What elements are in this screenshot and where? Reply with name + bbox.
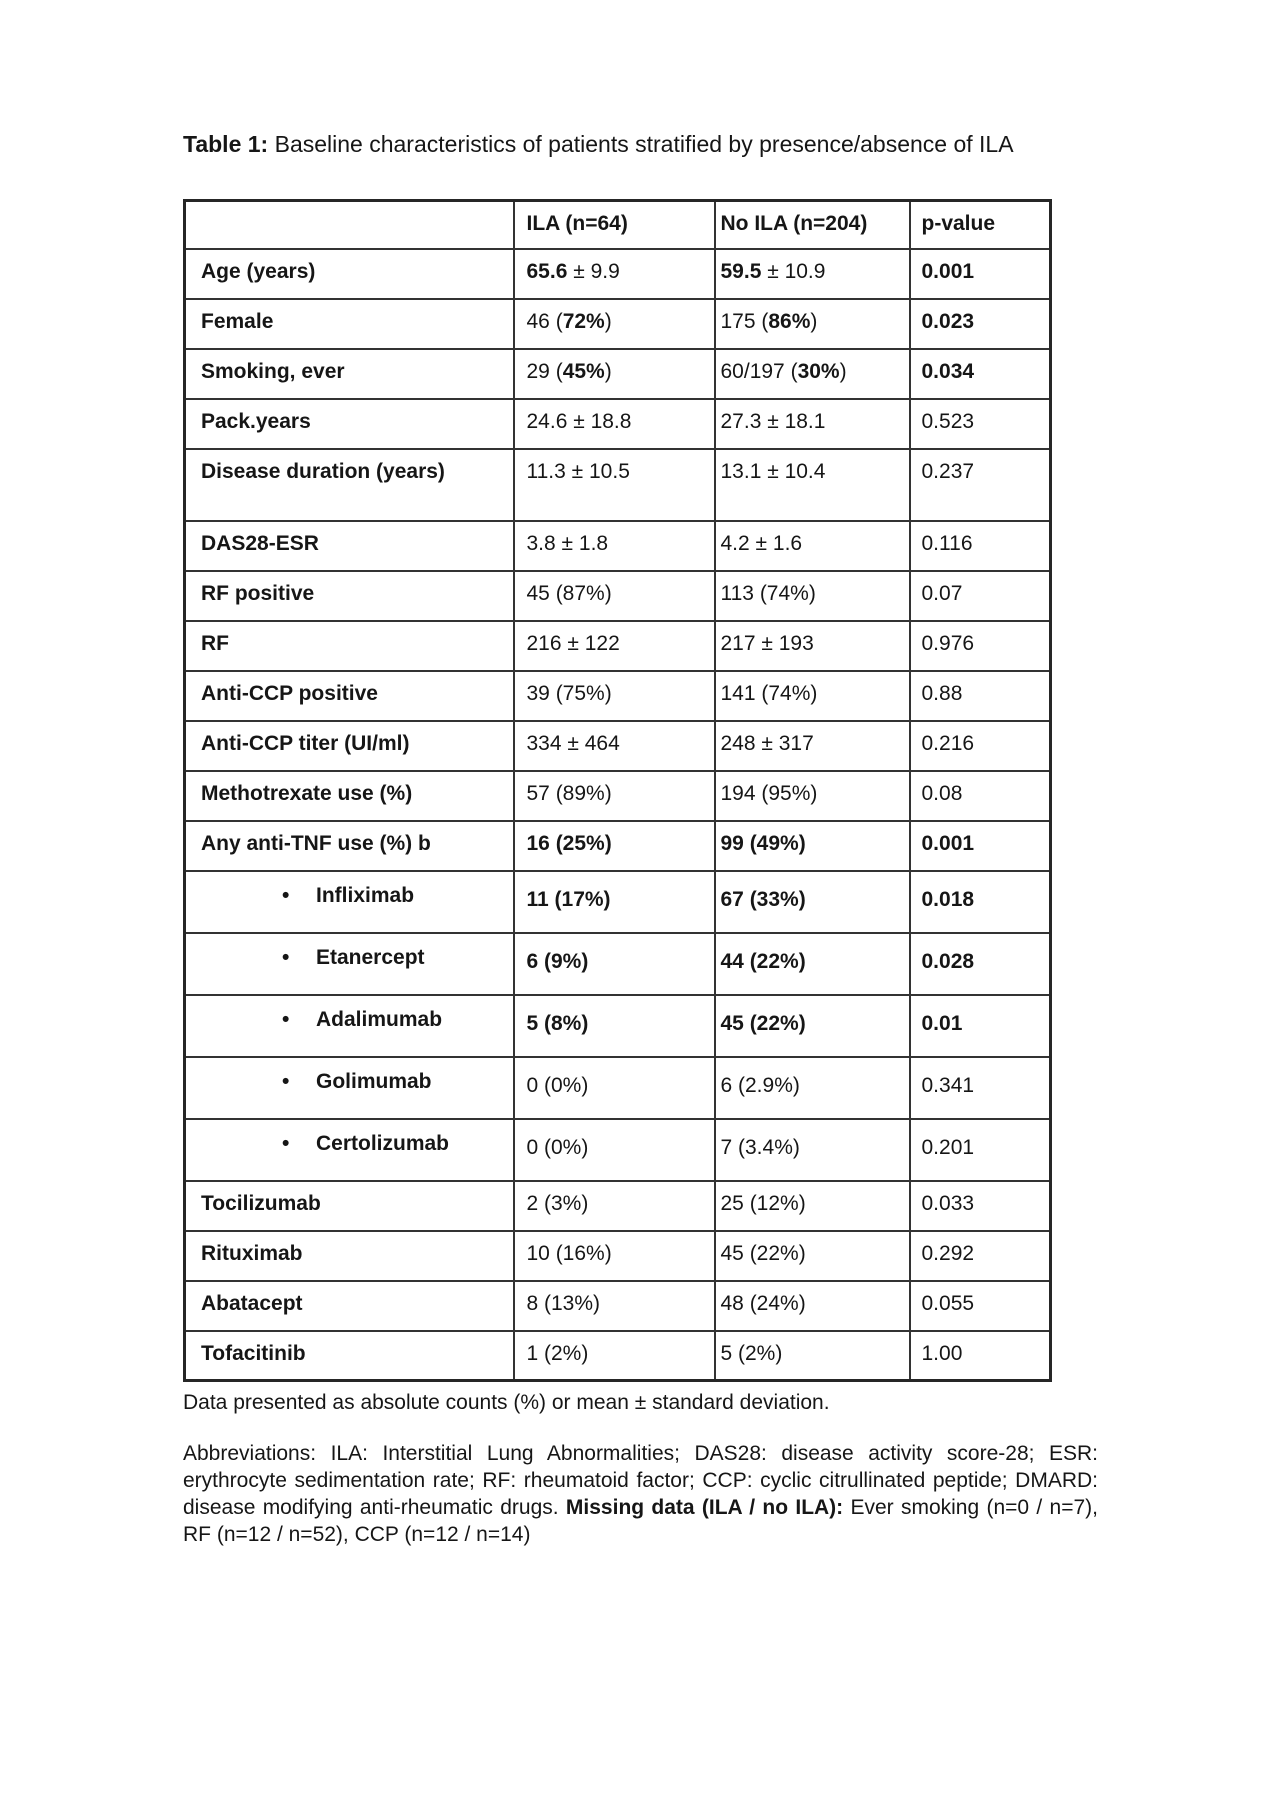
ila-value-cell: 1 (2%) [514,1331,715,1381]
p-value-cell: 0.88 [910,671,1051,721]
table-row [185,871,1051,933]
p-value-cell: 0.055 [910,1281,1051,1331]
no-ila-value-cell: 59.5 ± 10.9 [715,249,910,299]
table-caption [183,131,1098,158]
row-label-cell [185,299,514,349]
row-label: Etanercept [316,945,425,969]
table-row [185,933,1051,995]
table-row [185,571,1051,621]
table-caption-text: Baseline characteristics of patients stratified by presence/absence of ILA [268,131,1014,157]
table-row [185,1181,1051,1231]
table-row [185,449,1051,521]
no-ila-value-cell: 248 ± 317 [715,721,910,771]
p-value-cell: 0.023 [910,299,1051,349]
row-label: Methotrexate use (%) [201,781,413,805]
ila-value-cell: 216 ± 122 [514,621,715,671]
ila-value-cell: 39 (75%) [514,671,715,721]
ila-value-cell: 0 (0%) [514,1057,715,1119]
ila-value-cell: 11.3 ± 10.5 [514,449,715,521]
row-label: Pack.years [201,409,311,433]
ila-value-cell: 29 (45%) [514,349,715,399]
table-body [185,249,1051,1381]
no-ila-value-cell: 141 (74%) [715,671,910,721]
row-label: Abatacept [201,1291,303,1315]
header-cell-no-ila: No ILA (n=204) [715,201,910,249]
table-row [185,349,1051,399]
ila-value-cell: 46 (72%) [514,299,715,349]
header-row [185,201,1051,249]
row-label-cell [185,1181,514,1231]
table-row [185,771,1051,821]
row-label-cell [185,521,514,571]
no-ila-value-cell: 25 (12%) [715,1181,910,1231]
no-ila-value-cell: 67 (33%) [715,871,910,933]
footnote-data-note: Data presented as absolute counts (%) or mean ± standard deviation. [183,1391,830,1414]
row-label: DAS28-ESR [201,531,319,555]
row-label: Certolizumab [316,1131,450,1155]
table-row [185,249,1051,299]
header-cell-p-value: p-value [910,201,1051,249]
ila-value-cell: 2 (3%) [514,1181,715,1231]
p-value-cell: 0.001 [910,249,1051,299]
row-label-cell [185,621,514,671]
row-label-cell [185,1331,514,1381]
p-value-cell: 0.237 [910,449,1051,521]
p-value-cell: 0.116 [910,521,1051,571]
header-cell-empty [185,201,514,249]
no-ila-value-cell: 113 (74%) [715,571,910,621]
row-label: Anti-CCP positive [201,681,378,705]
row-label-cell [185,721,514,771]
p-value-cell: 0.292 [910,1231,1051,1281]
row-label-cell [185,995,514,1057]
no-ila-value-cell: 217 ± 193 [715,621,910,671]
table-row [185,521,1051,571]
no-ila-value-cell: 44 (22%) [715,933,910,995]
table-caption-number: Table 1: [183,131,269,157]
no-ila-value-cell: 45 (22%) [715,995,910,1057]
p-value-cell: 0.08 [910,771,1051,821]
p-value-cell: 0.07 [910,571,1051,621]
no-ila-value-cell: 27.3 ± 18.1 [715,399,910,449]
p-value-cell: 0.028 [910,933,1051,995]
ila-value-cell: 5 (8%) [514,995,715,1057]
header-cell-ila: ILA (n=64) [514,201,715,249]
p-value-cell: 0.341 [910,1057,1051,1119]
no-ila-value-cell: 4.2 ± 1.6 [715,521,910,571]
row-label: Age (years) [201,259,316,283]
table-row [185,1057,1051,1119]
row-label-cell [185,871,514,933]
ila-value-cell: 24.6 ± 18.8 [514,399,715,449]
no-ila-value-cell: 175 (86%) [715,299,910,349]
table-row [185,1231,1051,1281]
row-label: Anti-CCP titer (UI/ml) [201,731,410,755]
row-label: Disease duration (years) [201,459,445,483]
p-value-cell: 0.034 [910,349,1051,399]
row-label-cell [185,1119,514,1181]
p-value-cell: 0.523 [910,399,1051,449]
no-ila-value-cell: 48 (24%) [715,1281,910,1331]
row-label-cell [185,821,514,871]
row-label: Smoking, ever [201,359,345,383]
ila-value-cell: 45 (87%) [514,571,715,621]
p-value-cell: 0.001 [910,821,1051,871]
ila-value-cell: 334 ± 464 [514,721,715,771]
bullet-icon: • [282,1131,290,1155]
bullet-icon: • [282,1007,290,1031]
ila-value-cell: 16 (25%) [514,821,715,871]
ila-value-cell: 3.8 ± 1.8 [514,521,715,571]
bullet-icon: • [282,945,290,969]
p-value-cell: 0.033 [910,1181,1051,1231]
row-label: Female [201,309,274,333]
ila-value-cell: 10 (16%) [514,1231,715,1281]
bullet-icon: • [282,883,290,907]
row-label: RF [201,631,229,655]
row-label: Tocilizumab [201,1191,321,1215]
p-value-cell: 0.216 [910,721,1051,771]
row-label: RF positive [201,581,315,605]
row-label-cell [185,349,514,399]
table-row [185,1119,1051,1181]
no-ila-value-cell: 7 (3.4%) [715,1119,910,1181]
table-row [185,671,1051,721]
ila-value-cell: 8 (13%) [514,1281,715,1331]
row-label: Rituximab [201,1241,303,1265]
row-label-cell [185,933,514,995]
row-label-cell [185,1231,514,1281]
table-row [185,399,1051,449]
table-row [185,621,1051,671]
row-label-cell [185,399,514,449]
p-value-cell: 0.976 [910,621,1051,671]
baseline-characteristics-table [183,199,1052,1382]
table-row [185,721,1051,771]
table-row [185,821,1051,871]
row-label: Infliximab [316,883,415,907]
footnote-abbreviations: Abbreviations: ILA: Interstitial Lung Abnormalities; DAS28: disease activity score-28; ESR: erythrocyte sedimentation rate; RF: rheumatoid factor; CCP: cyclic citrullinated peptide; DMARD: disease modifying anti-rheumatic drugs. Missing data (ILA / no ILA): Ever smoking (n=0 / n=7), RF (n=12 / n=52), CCP (n=12 / n=14) [183,1442,1098,1546]
row-label: Golimumab [316,1069,432,1093]
row-label: Tofacitinib [201,1341,306,1365]
document-page [183,131,1098,1548]
table-row [185,299,1051,349]
row-label-cell [185,449,514,521]
bullet-icon: • [282,1069,290,1093]
ila-value-cell: 11 (17%) [514,871,715,933]
ila-value-cell: 6 (9%) [514,933,715,995]
row-label: Any anti-TNF use (%) b [201,831,431,855]
table-row [185,1281,1051,1331]
no-ila-value-cell: 99 (49%) [715,821,910,871]
p-value-cell: 0.201 [910,1119,1051,1181]
no-ila-value-cell: 6 (2.9%) [715,1057,910,1119]
row-label: Adalimumab [316,1007,443,1031]
p-value-cell: 0.01 [910,995,1051,1057]
row-label-cell [185,771,514,821]
table-header [185,201,1051,249]
no-ila-value-cell: 5 (2%) [715,1331,910,1381]
row-label-cell [185,671,514,721]
p-value-cell: 1.00 [910,1331,1051,1381]
no-ila-value-cell: 13.1 ± 10.4 [715,449,910,521]
p-value-cell: 0.018 [910,871,1051,933]
no-ila-value-cell: 60/197 (30%) [715,349,910,399]
row-label-cell [185,249,514,299]
row-label-cell [185,1281,514,1331]
ila-value-cell: 57 (89%) [514,771,715,821]
row-label-cell [185,571,514,621]
ila-value-cell: 65.6 ± 9.9 [514,249,715,299]
row-label-cell [185,1057,514,1119]
table-row [185,1331,1051,1381]
no-ila-value-cell: 194 (95%) [715,771,910,821]
no-ila-value-cell: 45 (22%) [715,1231,910,1281]
ila-value-cell: 0 (0%) [514,1119,715,1181]
table-row [185,995,1051,1057]
